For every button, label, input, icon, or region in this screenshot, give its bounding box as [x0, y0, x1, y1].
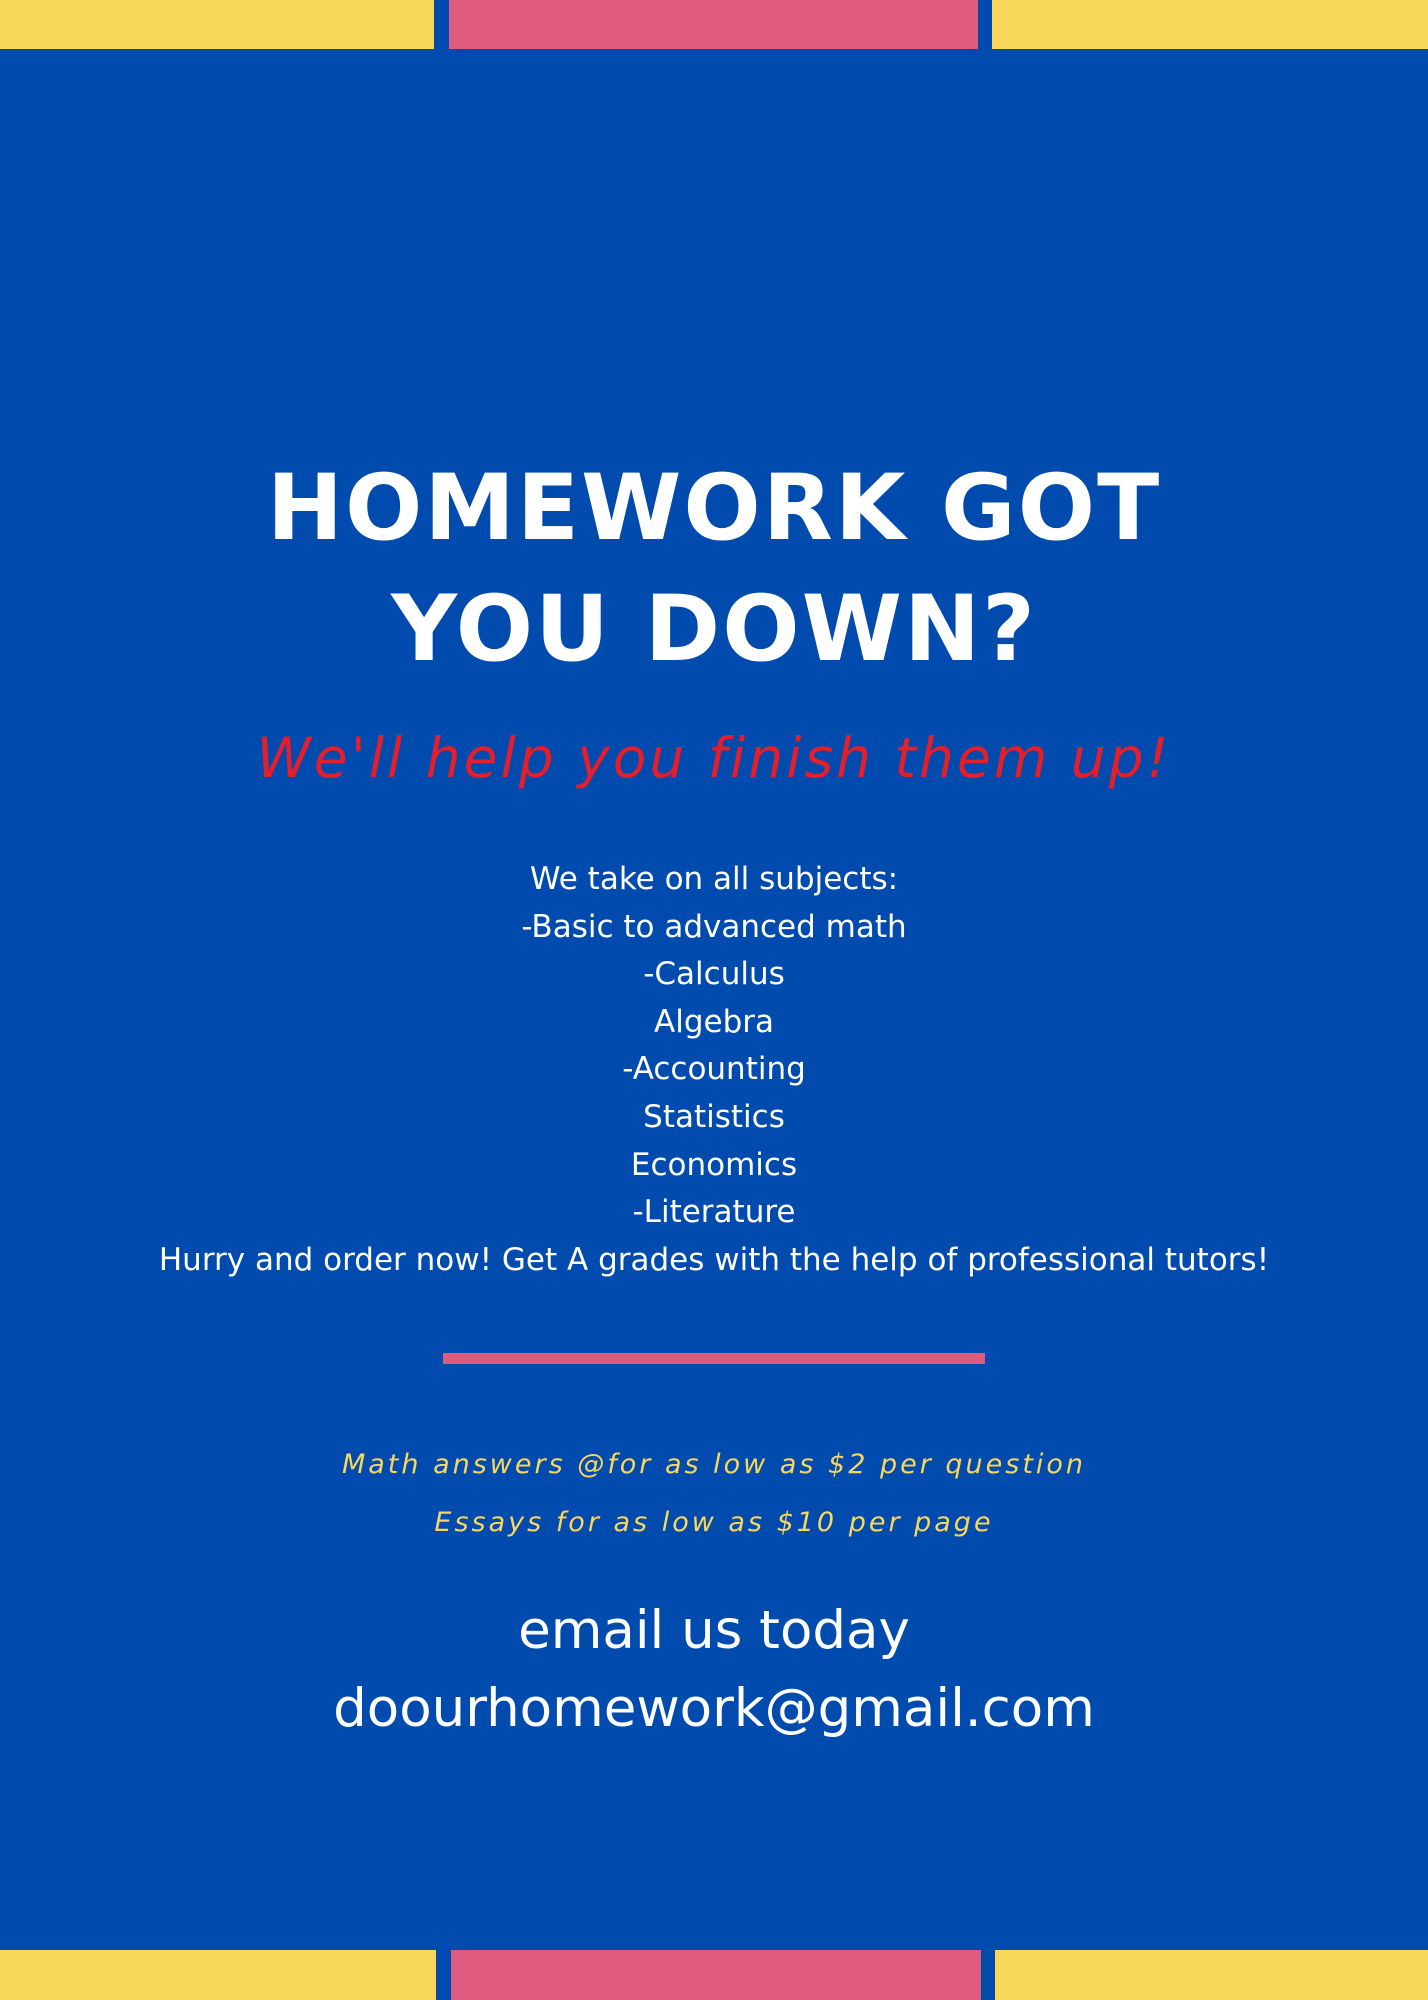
headline [0, 448, 1428, 690]
tagline: We'll help you finish them up! [256, 726, 1172, 790]
contact-block [0, 1592, 1428, 1748]
subjects-intro: We take on all subjects: [529, 861, 899, 897]
bottom-bar-right [995, 1950, 1428, 2000]
subject-item: -Calculus [643, 956, 785, 993]
divider [443, 1353, 985, 1364]
headline-line-1: HOMEWORK GOT [266, 456, 1162, 561]
price-math: Math answers @for as low as $2 per question [341, 1449, 1087, 1480]
subject-item: Economics [630, 1146, 798, 1183]
subject-item: -Literature [632, 1194, 796, 1231]
bottom-bar-left [0, 1950, 436, 2000]
top-bar-right [992, 0, 1428, 49]
subjects-block [0, 856, 1428, 1284]
subject-item: Algebra [654, 1003, 774, 1040]
bottom-bar-center [451, 1950, 981, 2000]
prices-block [0, 1436, 1428, 1552]
call-to-action: Hurry and order now! Get A grades with the help of professional tutors! [158, 1241, 1270, 1278]
subject-item: Statistics [643, 1098, 785, 1135]
top-bar-center [449, 0, 978, 49]
price-essays: Essays for as low as $10 per page [434, 1507, 994, 1538]
subject-item: -Accounting [622, 1051, 806, 1088]
top-bar-left [0, 0, 434, 49]
subject-item: -Basic to advanced math [521, 908, 907, 945]
contact-email: doourhomework@gmail.com [333, 1678, 1095, 1739]
headline-line-2: YOU DOWN? [391, 577, 1037, 682]
contact-label: email us today [518, 1600, 910, 1661]
